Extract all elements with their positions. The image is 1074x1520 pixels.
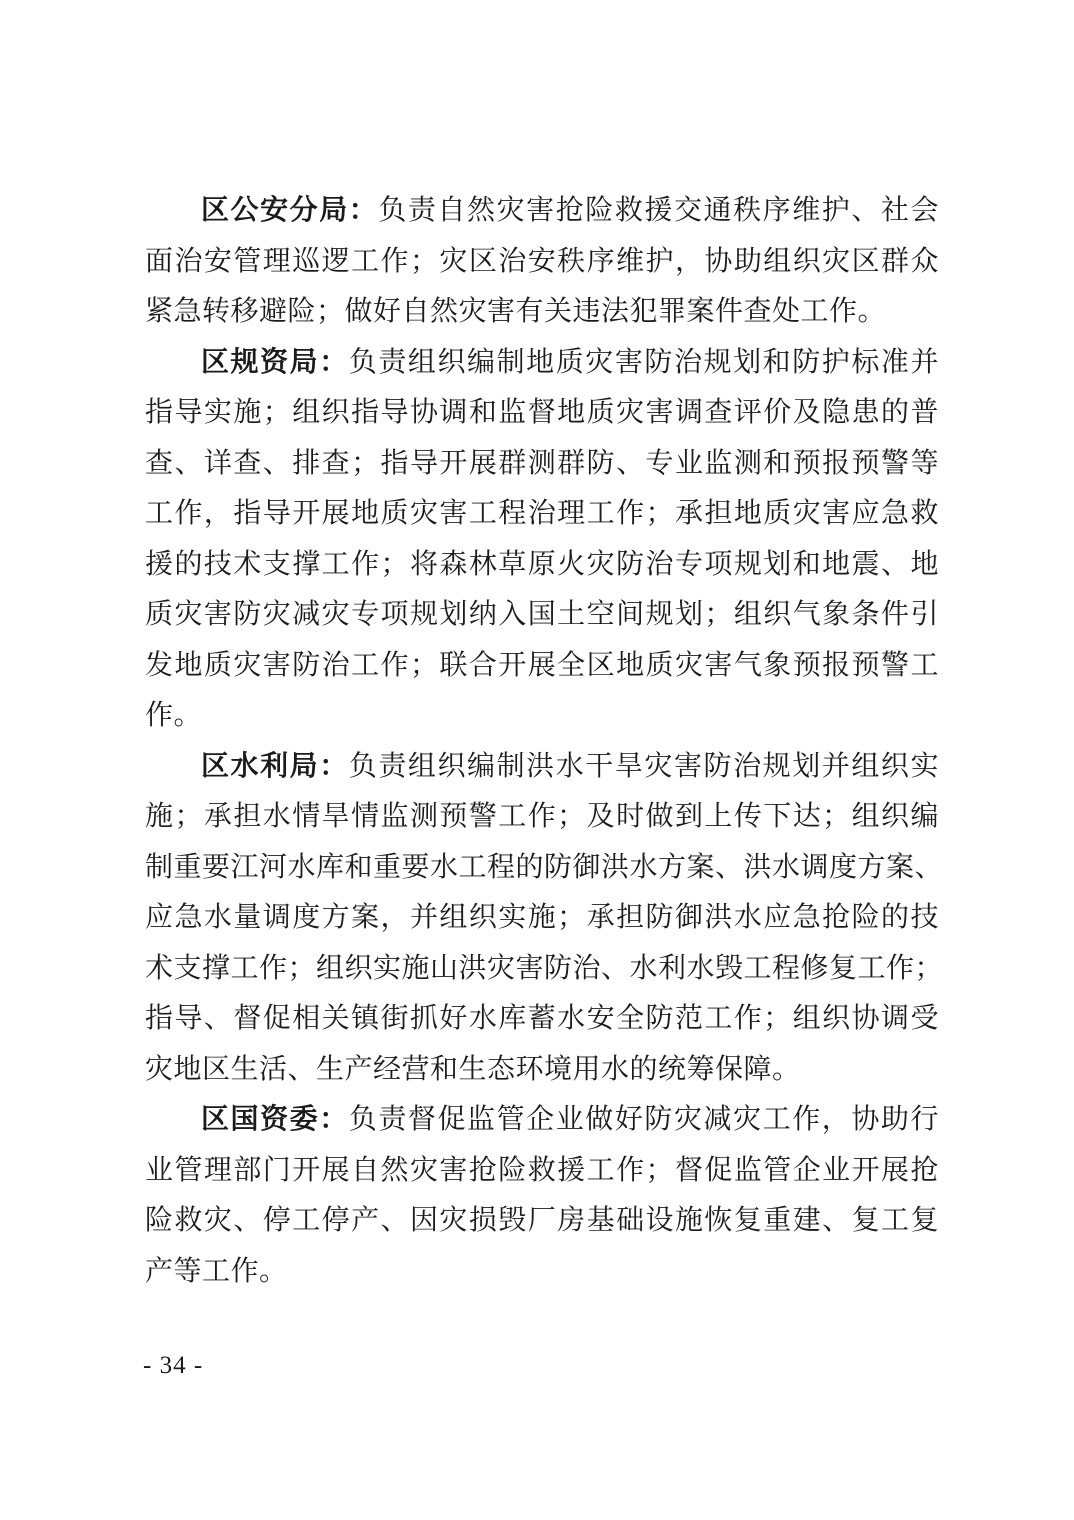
text-line [145, 792, 939, 843]
text-line [145, 994, 939, 1045]
line-text: 面治安管理巡逻工作；灾区治安秩序维护，协助组织灾区群众 [145, 245, 939, 277]
text-line [145, 540, 939, 591]
paragraph-police [145, 186, 939, 338]
line-text: 质灾害防灾减灾专项规划纳入国土空间规划；组织气象条件引 [145, 599, 939, 630]
line-text: 险救灾、停工停产、因灾损毁厂房基础设施恢复重建、复工复 [145, 1205, 939, 1236]
text-line [145, 742, 939, 793]
line-text: 援的技术支撑工作；将森林草原火灾防治专项规划和地震、地 [145, 548, 939, 580]
text-line [145, 590, 939, 641]
text-line [145, 843, 944, 894]
text-line [145, 338, 939, 389]
line-text: 指导实施；组织指导协调和监督地质灾害调查评价及隐患的普 [145, 397, 939, 428]
text-line [145, 1045, 939, 1096]
department-name: 区公安分局： [201, 195, 379, 226]
line-text: 业管理部门开展自然灾害抢险救援工作；督促监管企业开展抢 [145, 1154, 939, 1186]
department-name: 区水利局： [201, 750, 349, 782]
line-text: 术支撑工作；组织实施山洪灾害防治、水利水毁工程修复工作； [145, 952, 944, 984]
department-name: 区规资局： [201, 346, 349, 378]
text-line [145, 893, 939, 944]
paragraph-state-owned-assets [145, 1095, 939, 1297]
text-line [145, 1247, 939, 1298]
line-text: 负责组织编制洪水干旱灾害防治规划并组织实 [348, 750, 939, 782]
paragraph-water-resources [145, 742, 944, 1096]
line-text: 作。 [145, 700, 203, 731]
line-text: 灾地区生活、生产经营和生态环境用水的统筹保障。 [145, 1053, 801, 1085]
line-text: 制重要江河水库和重要水工程的防御洪水方案、洪水调度方案、 [145, 851, 944, 883]
line-text: 发地质灾害防治工作；联合开展全区地质灾害气象预报预警工 [145, 649, 939, 681]
page-number: - 34 - [143, 1352, 204, 1379]
text-line [145, 691, 939, 742]
department-name: 区国资委： [201, 1104, 349, 1135]
text-line [145, 1095, 939, 1146]
line-text: 负责督促监管企业做好防灾减灾工作，协助行 [348, 1104, 939, 1135]
line-text: 工作，指导开展地质灾害工程治理工作；承担地质灾害应急救 [145, 498, 939, 529]
line-text: 负责组织编制地质灾害防治规划和防护标准并 [348, 346, 939, 378]
line-text: 指导、督促相关镇街抓好水库蓄水安全防范工作；组织协调受 [145, 1003, 939, 1034]
text-line [145, 439, 939, 490]
text-line [145, 186, 939, 237]
text-line [145, 1196, 939, 1247]
line-text: 应急水量调度方案，并组织实施；承担防御洪水应急抢险的技 [145, 902, 939, 933]
text-line [145, 237, 939, 288]
text-line [145, 944, 944, 995]
line-text: 施；承担水情旱情监测预警工作；及时做到上传下达；组织编 [145, 801, 939, 832]
text-line [145, 641, 939, 692]
text-line [145, 489, 939, 540]
text-line [145, 1146, 939, 1197]
line-text: 负责自然灾害抢险救援交通秩序维护、社会 [378, 195, 939, 226]
document-body [145, 186, 944, 1297]
line-text: 产等工作。 [145, 1255, 288, 1287]
line-text: 紧急转移避险；做好自然灾害有关违法犯罪案件查处工作。 [145, 296, 887, 327]
line-text: 查、详查、排查；指导开展群测群防、专业监测和预报预警等 [145, 447, 939, 479]
paragraph-planning-resources [145, 338, 939, 742]
text-line [145, 287, 939, 338]
text-line [145, 388, 939, 439]
